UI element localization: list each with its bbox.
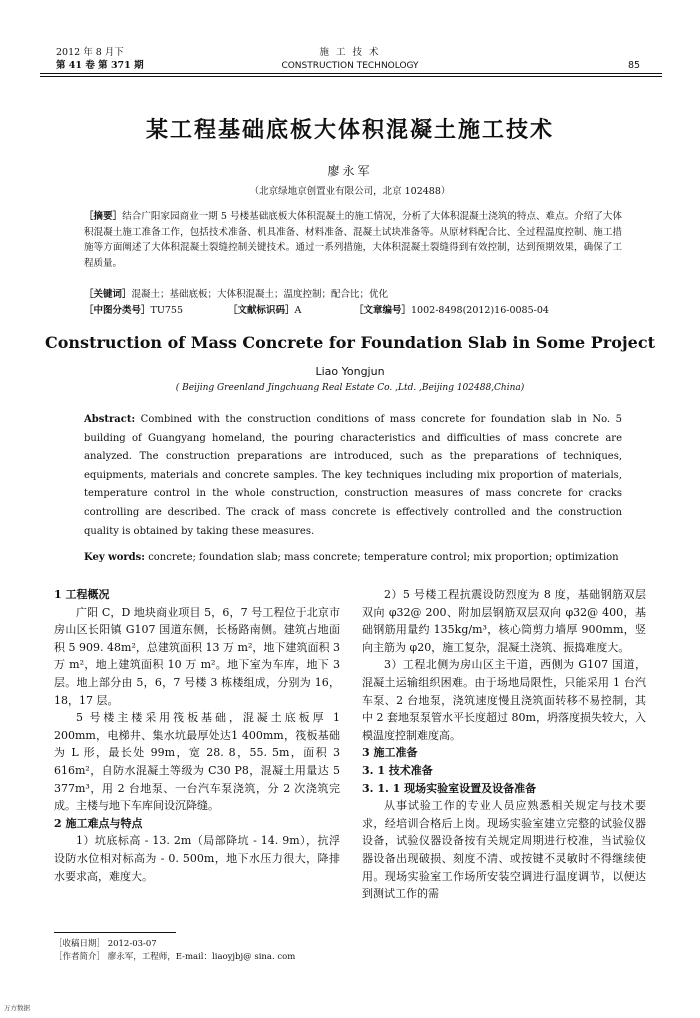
- paragraph-difficulty-2: 2）5 号楼工程抗震设防烈度为 8 度，基础钢筋双层双向 φ32@ 200、附加层钢筋双层双向 φ32@ 400，基础钢筋用量约 135kg/m³，核心筒剪力墙厚 900mm，竖向主筋为 φ20，施工复杂，混凝土浇筑、振捣难度大。: [362, 588, 646, 654]
- abstract-cn-text: 结合广阳家园商业一期 5 号楼基础底板大体积混凝土的施工情况，分析了大体积混凝土浇筑的特点、难点。介绍了大体积混凝土施工准备工作，包括技术准备、机具准备、材料准备、混凝土试块准备等。从原材料配合比、全过程温度控制、施工措施等方面阐述了大体积混凝土裂缝控制关键技术。通过一系列措施，大体积混凝土裂缝得到有效控制，达到预期效果，确保了工程质量。: [84, 211, 622, 269]
- author-en: Liao Yongjun: [315, 365, 385, 378]
- article-title-cn: 某工程基础底板大体积混凝土施工技术: [145, 117, 554, 143]
- keywords-en-label: Key words:: [84, 552, 145, 563]
- clc-label: ［中图分类号］: [84, 305, 151, 316]
- paragraph-difficulty-1: 1）坑底标高 - 13. 2m（局部降坑 - 14. 9m），抗浮设防水位相对标高为 - 0. 500m，地下水压力很大，降排水要求高，难度大。: [54, 834, 340, 883]
- section-3-1-1-heading: 3. 1. 1 现场实验室设置及设备准备: [362, 781, 537, 795]
- keywords-en: [84, 551, 644, 565]
- clc-number: [84, 303, 183, 319]
- author-cn: 廖永军: [327, 164, 373, 178]
- keywords-cn-text: 混凝土；基础底板；大体积混凝土；温度控制；配合比；优化: [131, 289, 389, 300]
- header-journal-en: CONSTRUCTION TECHNOLOGY: [281, 61, 419, 71]
- footnote-rule: [54, 932, 176, 933]
- footnote-author: ［作者简介］ 廖永军，工程师，E-mail：liaoyjbj@ sina. com: [54, 952, 296, 962]
- header-date: 2012 年 8 月下: [56, 47, 124, 58]
- paragraph-project-overview: 广阳 C，D 地块商业项目 5，6，7 号工程位于北京市房山区长阳镇 G107 国道东侧，长杨路南侧。建筑占地面积 5 909. 48m²，总建筑面积 13 万 m²，地下建筑面积 3 万 m²，地上建筑面积 10 万 m²。地下室为车库，地下 3 层。地上部分由 5，6，7 号楼 3 栋楼组成，分别为 16，18，17 层。: [54, 605, 340, 707]
- paragraph-difficulty-3: 3）工程北侧为房山区主干道，西侧为 G107 国道，混凝土运输组织困难。由于场地局限性，只能采用 1 台汽车泵、2 台地泵，浇筑速度慢且浇筑面转移不易控制，其中 2 套地泵泵管水平长度超过 80m，坍落度损失较大，入模温度控制难度高。: [362, 658, 646, 742]
- section-2-heading: 2 施工难点与特点: [54, 816, 143, 830]
- header-volume: 第 41 卷 第 371 期: [56, 60, 144, 71]
- document-code: [228, 303, 301, 319]
- abstract-cn-label: ［摘要］: [84, 211, 123, 222]
- section-1-heading: 1 工程概况: [54, 588, 110, 601]
- section-3-1-heading: 3. 1 技术准备: [362, 763, 433, 777]
- article-number-value: 1002-8498(2012)16-0085-04: [411, 305, 549, 316]
- abstract-en: [84, 411, 622, 541]
- page-number: 85: [628, 60, 641, 71]
- keywords-cn: [84, 287, 388, 303]
- section-3-heading: 3 施工准备: [362, 746, 418, 760]
- affiliation-en: ( Beijing Greenland Jingchuang Real Estate Co. ,Ltd. ,Beijing 102488,China): [175, 383, 525, 393]
- article-number: [354, 303, 549, 319]
- right-column: [362, 586, 646, 903]
- document-code-label: ［文献标识码］: [228, 305, 295, 316]
- document-code-value: A: [294, 305, 302, 316]
- article-title-en: Construction of Mass Concrete for Foundation Slab in Some Project: [45, 333, 655, 352]
- header-rule: [40, 73, 662, 74]
- paragraph-lab-setup: 从事试验工作的专业人员应熟悉相关规定与技术要求，经培训合格后上岗。现场实验室建立完整的试验仪器设备，试验仪器设备按有关规定周期进行校准，当试验仪器设备出现破损、刻度不清、或按键不灵敏时不得继续使用。现场实验室工作场所安装空调进行温度调节，以便达到测试工作的需: [362, 799, 646, 901]
- header-rule-2: [40, 76, 662, 77]
- paragraph-foundation: 5 号楼主楼采用筏板基础，混凝土底板厚 1 200mm，电梯井、集水坑最厚处达1 400mm，筏板基础为 L 形，最长处 99m，宽 28. 8，55. 5m，面积 3 616m²，自防水混凝土等级为 C30 P8，混凝土用量达 5 377m³，用 2 台地泵、一台汽车泵浇筑，分 2 次浇筑完成。主楼与地下车库间设沉降缝。: [54, 711, 340, 813]
- footnote-received: ［收稿日期］ 2012-03-07: [54, 939, 157, 949]
- abstract-en-label: Abstract:: [84, 414, 136, 425]
- clc-value: TU755: [150, 305, 183, 316]
- affiliation-cn: （北京绿地京创置业有限公司，北京 102488）: [249, 186, 451, 197]
- abstract-en-text: Combined with the construction conditions of mass concrete for foundation slab in No. 5 building of Guangyang homeland, the pouring characteristics and difficulties of mass concrete are analyzed. The construction preparations are introduced, such as the preparations of techniques, equipments, materials and concrete samples. The key techniques including mix proportion of materials, temperature control in the whole construction, construction measures of mass concrete for cracks controlling are described. The crack of mass concrete is effectively controlled and the construction quality is obtained by taking these measures.: [84, 414, 622, 537]
- watermark: 万方数据: [4, 1004, 30, 1012]
- keywords-cn-label: ［关键词］: [84, 289, 132, 300]
- header-journal-cn: 施 工 技 术: [319, 47, 381, 58]
- keywords-en-text: concrete; foundation slab; mass concrete; temperature control; mix proportion; optimization: [148, 552, 619, 563]
- left-column: [54, 586, 340, 885]
- article-number-label: ［文章编号］: [354, 305, 412, 316]
- abstract-cn: [84, 209, 622, 271]
